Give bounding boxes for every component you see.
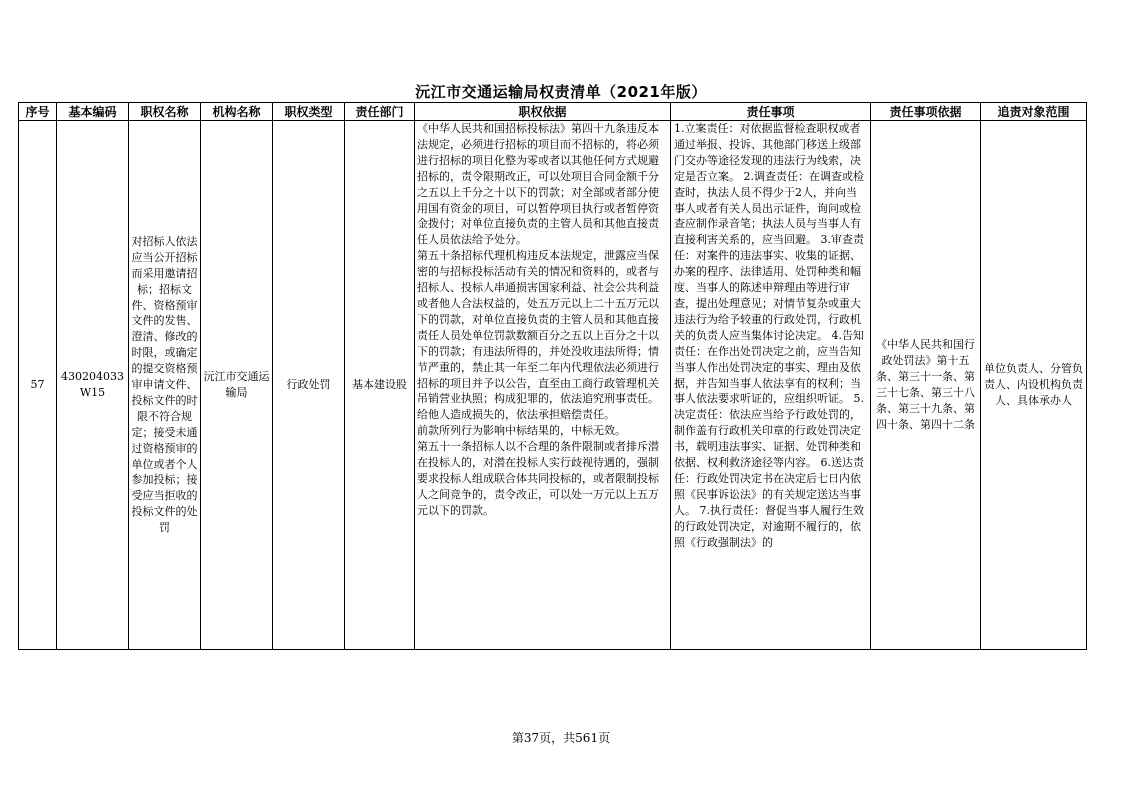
cell-duties	[671, 121, 871, 650]
table-header-row	[19, 103, 1087, 121]
table-row	[19, 121, 1087, 650]
col-header-name: 职权名称	[129, 103, 201, 121]
page-footer: 第37页，共561页	[511, 731, 611, 745]
col-header-basis: 职权依据	[415, 103, 671, 121]
cell-accountable: 单位负责人、分管负责人、内设机构负责人、具体承办人	[981, 121, 1087, 650]
basis-paragraph: 第五十一条招标人以不合理的条件限制或者排斥潜在投标人的，对潜在投标人实行歧视待遇的，强制要求投标人组成联合体共同投标的，或者限制投标人之间竞争的，责令改正，可以处一万元以上五万元以下的罚款。	[417, 440, 659, 517]
col-header-accountable: 追责对象范围	[981, 103, 1087, 121]
col-header-duties: 责任事项	[671, 103, 871, 121]
col-header-duty-basis: 责任事项依据	[871, 103, 981, 121]
duties-text: 1.立案责任：对依据监督检查职权或者通过举报、投诉、其他部门移送上级部门交办等途径发现的违法行为线索，决定是否立案。 2.调查责任：在调查或检查时，执法人员不得少于2人，并向当事人或者有关人员出示证件，询问或检查应制作录音笔；执法人员与当事人有直接利害关系的，应当回避。 3.审查责任：对案件的违法事实、收集的证据、办案的程序、法律适用、处罚种类和幅度、当事人的陈述申辩理由等进行审查，提出处理意见；对情节复杂或重大违法行为给予较重的行政处罚，行政机关的负责人应当集体讨论决定。 4.告知责任：在作出处罚决定之前，应当告知当事人作出处罚决定的事实、理由及依据，并告知当事人依法享有的权利；当事人依法要求听证的，应组织听证。 5.决定责任：依法应当给予行政处罚的，制作盖有行政机关印章的行政处罚决定书，载明违法事实、证据、处罚种类和依据、权利救济途径等内容。 6.送达责任：行政处罚决定书在决定后七日内依照《民事诉讼法》的有关规定送达当事人。 7.执行责任：督促当事人履行生效的行政处罚决定，对逾期不履行的，依照《行政强制法》的	[674, 122, 864, 549]
cell-basis	[415, 121, 671, 650]
basis-paragraph: 《中华人民共和国招标投标法》第四十九条违反本法规定，必须进行招标的项目而不招标的，将必须进行招标的项目化整为零或者以其他任何方式规避招标的，责令限期改正，可以处项目合同金额千分之五以上千分之十以下的罚款；对全部或者部分使用国有资金的项目，可以暂停项目执行或者暂停资金拨付；对单位直接负责的主管人员和其他直接责任人员依法给予处分。	[417, 122, 659, 247]
col-header-code: 基本编码	[57, 103, 129, 121]
col-header-dept: 责任部门	[345, 103, 415, 121]
cell-code: 430204033W15	[57, 121, 129, 650]
basis-paragraph: 前款所列行为影响中标结果的，中标无效。	[417, 424, 626, 438]
page-title: 沅江市交通运输局权责清单（2021年版）	[415, 83, 707, 101]
cell-org: 沅江市交通运输局	[201, 121, 273, 650]
basis-paragraph: 第五十条招标代理机构违反本法规定，泄露应当保密的与招标投标活动有关的情况和资料的，或者与招标人、投标人串通损害国家利益、社会公共利益或者他人合法权益的，处五万元以上二十五万元以下的罚款，对单位直接负责的主管人员和其他直接责任人员处单位罚款数额百分之五以上百分之十以下的罚款；有违法所得的，并处没收违法所得；情节严重的，禁止其一年至二年内代理依法必须进行招标的项目并予以公告，直至由工商行政管理机关吊销营业执照；构成犯罪的，依法追究刑事责任。给他人造成损失的，依法承担赔偿责任。	[417, 249, 659, 422]
col-header-index: 序号	[19, 103, 57, 121]
cell-index: 57	[19, 121, 57, 650]
cell-power-name: 对招标人依法应当公开招标而采用邀请招标；招标文件、资格预审文件的发售、澄清、修改的时限，或确定的提交资格预审申请文件、投标文件的时限不符合规定；接受未通过资格预审的单位或者个人参加投标；接受应当拒收的投标文件的处罚	[129, 121, 201, 650]
col-header-type: 职权类型	[273, 103, 345, 121]
cell-dept: 基本建设股	[345, 121, 415, 650]
responsibility-table	[18, 102, 1087, 650]
cell-power-type: 行政处罚	[273, 121, 345, 650]
cell-duty-basis: 《中华人民共和国行政处罚法》第十五条、第三十一条、第三十七条、第三十八条、第三十九条、第四十条、第四十二条	[871, 121, 981, 650]
col-header-org: 机构名称	[201, 103, 273, 121]
